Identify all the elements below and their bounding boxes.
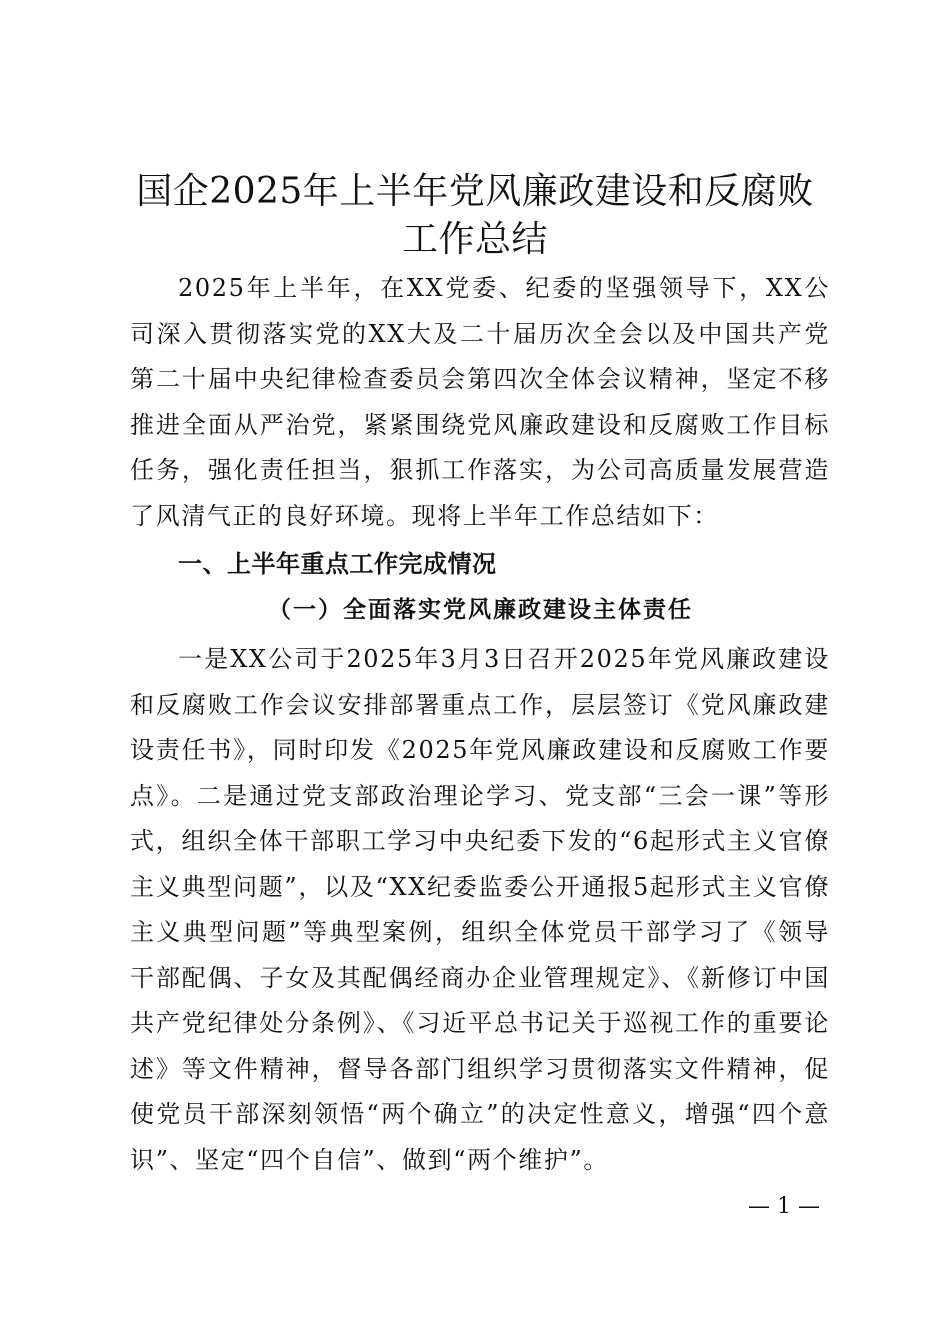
section-heading: 一、上半年重点工作完成情况	[178, 550, 497, 578]
body-paragraph: 一是XX公司于2025年3月3日召开2025年党风廉政建设和反腐败工作会议安排部署重点工作，层层签订《党风廉政建设责任书》，同时印发《2025年党风廉政建设和反腐败工作要点》。二是通过党支部政治理论学习、党支部“三会一课”等形式，组织全体干部职工学习中央纪委下发的“6起形式主义官僚主义典型问题”，以及“XX纪委监委公开通报5起形式主义官僚主义典型问题”等典型案例，组织全体党员干部学习了《领导干部配偶、子女及其配偶经商办企业管理规定》、《新修订中国共产党纪律处分条例》、《习近平总书记关于巡视工作的重要论述》等文件精神，督导各部门组织学习贯彻落实文件精神，促使党员干部深刻领悟“两个确立”的决定性意义，增强“四个意识”、坚定“四个自信”、做到“两个维护”。	[130, 645, 830, 1174]
document-title: 国企2025年上半年党风廉政建设和反腐败工作总结	[136, 171, 814, 260]
intro-paragraph: 2025年上半年，在XX党委、纪委的坚强领导下，XX公司深入贯彻落实党的XX大及二十届历次全会以及中国共产党第二十届中央纪律检查委员会第四次全体会议精神，坚定不移推进全面从严治党，紧紧围绕党风廉政建设和反腐败工作目标任务，强化责任担当，狠抓工作落实，为公司高质量发展营造了风清气正的良好环境。现将上半年工作总结如下：	[130, 274, 830, 530]
subsection-heading: （一）全面落实党风廉政建设主体责任	[268, 596, 693, 623]
page-number: — 1 —	[748, 1194, 820, 1219]
